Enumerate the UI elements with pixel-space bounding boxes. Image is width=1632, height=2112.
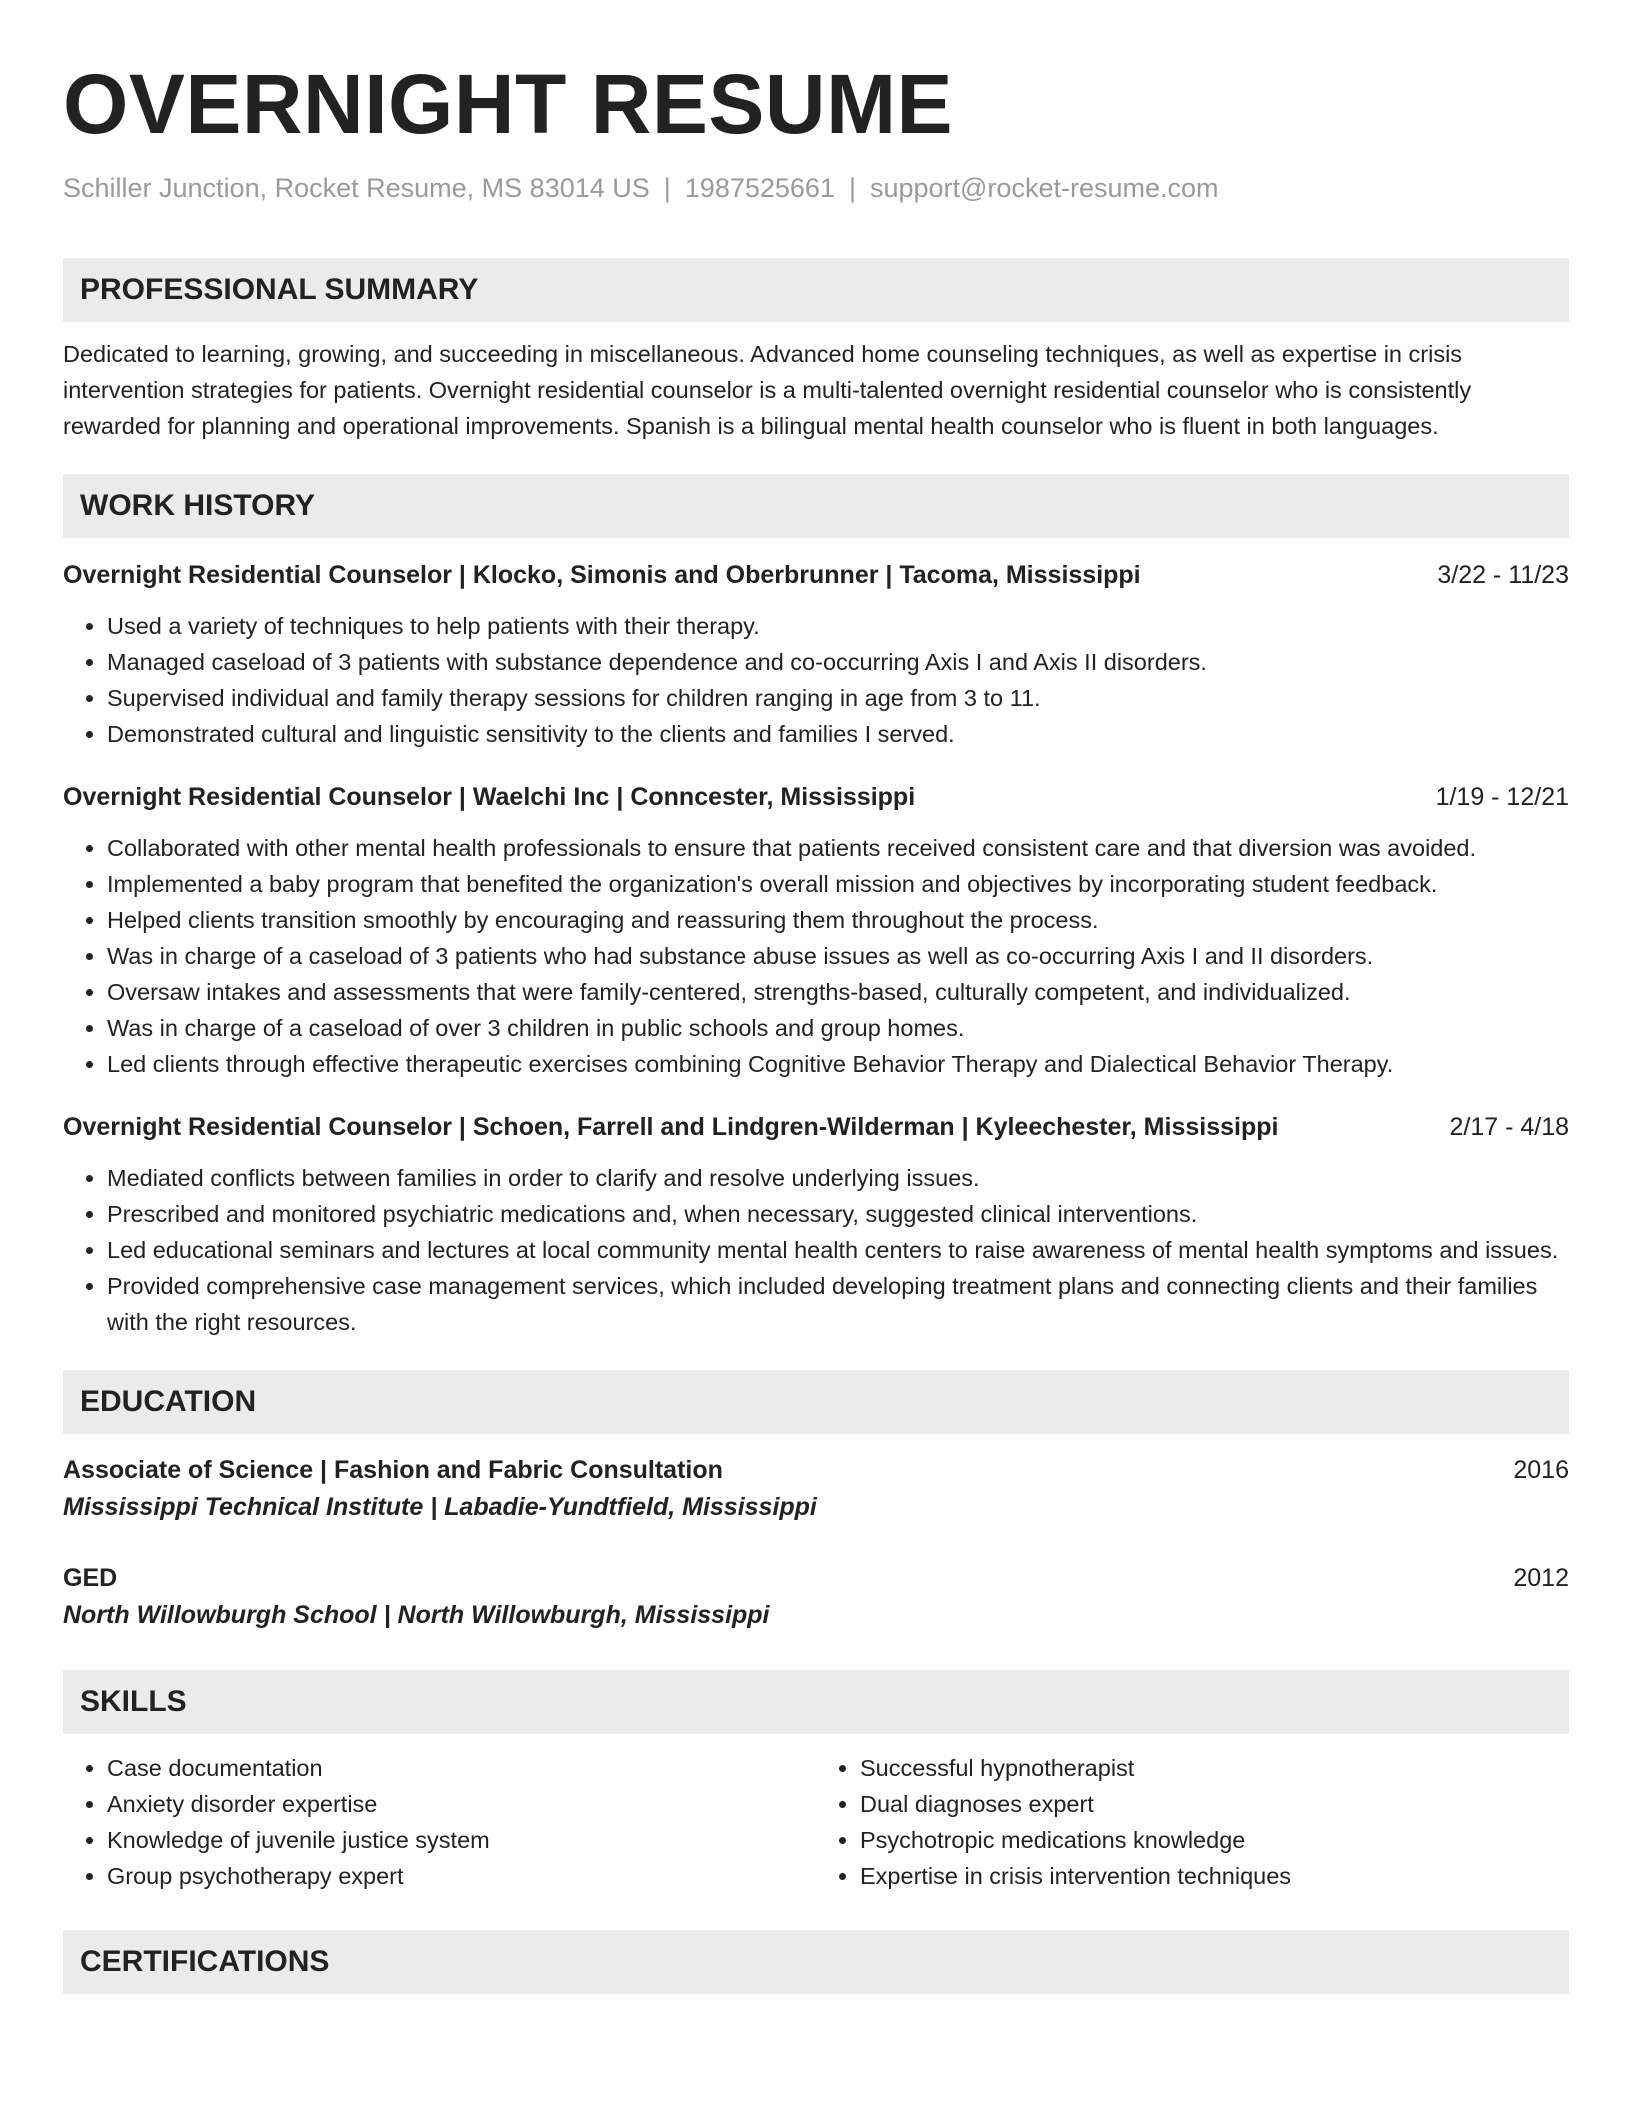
section-heading-skills: SKILLS [63,1670,1569,1734]
job-entry [63,1110,1569,1340]
section-heading-education: EDUCATION [63,1370,1569,1434]
job-bullet: • Collaborated with other mental health professionals to ensure that patients received consistent care and that diversion was avoided. [107,830,1569,866]
education-entry [63,1560,1569,1634]
education-school: Mississippi Technical Institute | Labadie-Yundtfield, Mississippi [63,1493,817,1521]
job-header [63,780,1569,814]
resume-name: OVERNIGHT RESUME [63,57,954,151]
job-title: Overnight Residential Counselor | Waelchi Inc | Conncester, Mississippi [63,783,916,811]
job-dates: 3/22 - 11/23 [1437,561,1569,589]
summary-text: Dedicated to learning, growing, and succeeding in miscellaneous. Advanced home counseling techniques, as well as expertise in crisis intervention strategies for patients. Overnight residential counselor is a multi-talented overnight residential counselor who is consistently rewarded for planning and operational improvements. Spanish is a bilingual mental health counselor who is fluent in both languages. [63,341,1472,439]
job-bullet: • Demonstrated cultural and linguistic sensitivity to the clients and families I served. [107,716,1569,752]
education-entry [63,1452,1569,1526]
section-heading-certifications: CERTIFICATIONS [63,1930,1569,1994]
job-header [63,558,1569,592]
skill-item: • Knowledge of juvenile justice system [107,1822,816,1858]
job-bullet: • Was in charge of a caseload of 3 patients who had substance abuse issues as well as co-occurring Axis I and II disorders. [107,938,1569,974]
job-entry [63,780,1569,1082]
education-school: North Willowburgh School | North Willowburgh, Mississippi [63,1601,770,1629]
contact-line [63,170,1569,206]
skill-item: • Successful hypnotherapist [860,1750,1569,1786]
contact-separator: | [848,173,856,203]
skill-item: • Anxiety disorder expertise [107,1786,816,1822]
job-bullet: • Prescribed and monitored psychiatric medications and, when necessary, suggested clinical interventions. [107,1196,1569,1232]
section-heading-summary: PROFESSIONAL SUMMARY [63,258,1569,322]
job-bullet: • Led educational seminars and lectures at local community mental health centers to raise awareness of mental health symptoms and issues. [107,1232,1569,1268]
job-bullet: • Mediated conflicts between families in order to clarify and resolve underlying issues. [107,1160,1569,1196]
contact-address: Schiller Junction, Rocket Resume, MS 83014 US [63,173,650,203]
job-bullet: • Helped clients transition smoothly by encouraging and reassuring them throughout the process. [107,902,1569,938]
job-bullet: • Implemented a baby program that benefited the organization's overall mission and objectives by incorporating student feedback. [107,866,1569,902]
skill-item: • Group psychotherapy expert [107,1858,816,1894]
contact-phone: 1987525661 [684,173,835,203]
job-title: Overnight Residential Counselor | Schoen, Farrell and Lindgren-Wilderman | Kyleechester, Mississippi [63,1113,1279,1141]
skill-item: • Expertise in crisis intervention techniques [860,1858,1569,1894]
job-bullet: • Provided comprehensive case management services, which included developing treatment plans and connecting clients and their families with the right resources. [107,1268,1569,1340]
section-heading-work-history: WORK HISTORY [63,474,1569,538]
education-header [63,1560,1569,1596]
skill-item: • Dual diagnoses expert [860,1786,1569,1822]
education-header [63,1452,1569,1488]
skill-item: • Case documentation [107,1750,816,1786]
skills-column-right [816,1750,1569,1894]
job-title: Overnight Residential Counselor | Klocko, Simonis and Oberbrunner | Tacoma, Mississippi [63,561,1141,589]
job-header [63,1110,1569,1144]
job-bullet: • Managed caseload of 3 patients with substance dependence and co-occurring Axis I and Axis II disorders. [107,644,1569,680]
skill-item: • Psychotropic medications knowledge [860,1822,1569,1858]
job-bullet: • Was in charge of a caseload of over 3 children in public schools and group homes. [107,1010,1569,1046]
job-dates: 2/17 - 4/18 [1449,1113,1569,1141]
job-dates: 1/19 - 12/21 [1435,783,1569,811]
skills-column-left [63,1750,816,1894]
job-bullet: • Oversaw intakes and assessments that were family-centered, strengths-based, culturally competent, and individualized. [107,974,1569,1010]
job-bullet: • Used a variety of techniques to help patients with their therapy. [107,608,1569,644]
job-bullets [63,608,1569,752]
contact-separator: | [663,173,671,203]
job-bullets [63,1160,1569,1340]
job-bullet: • Supervised individual and family therapy sessions for children ranging in age from 3 to 11. [107,680,1569,716]
job-bullet: • Led clients through effective therapeutic exercises combining Cognitive Behavior Therapy and Dialectical Behavior Therapy. [107,1046,1569,1082]
skills-list [63,1750,1569,1894]
job-entry [63,558,1569,752]
education-year: 2016 [1513,1456,1569,1484]
contact-email: support@rocket-resume.com [869,173,1219,203]
education-year: 2012 [1513,1564,1569,1592]
education-degree: GED [63,1564,118,1592]
job-bullets [63,830,1569,1082]
education-degree: Associate of Science | Fashion and Fabric Consultation [63,1456,723,1484]
